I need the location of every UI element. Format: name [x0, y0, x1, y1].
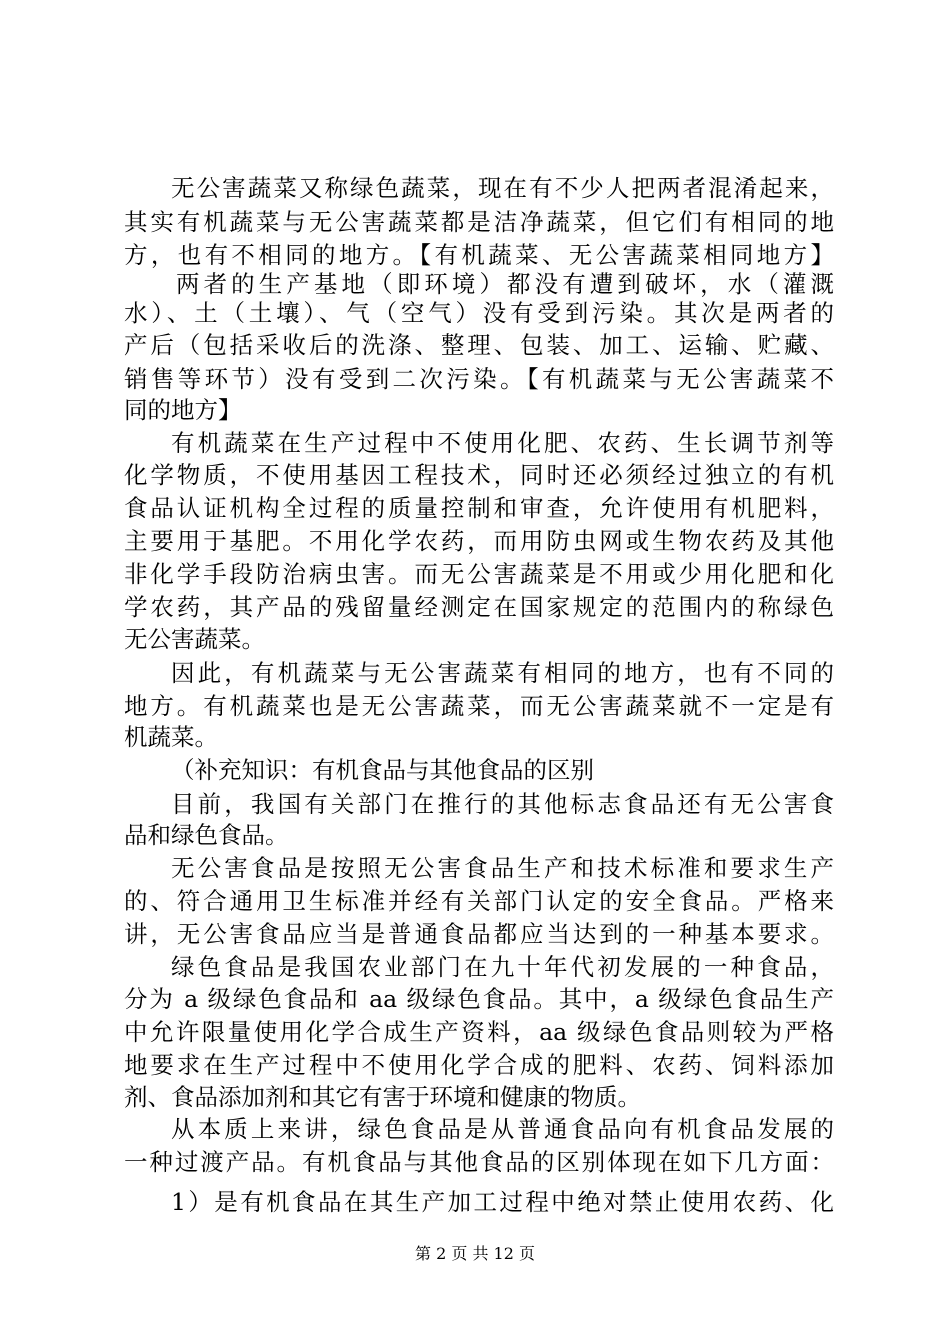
text-line: 机蔬菜。: [124, 723, 218, 751]
text-line: 分为 a 级绿色食品和 aa 级绿色食品。其中，a 级绿色食品生产: [124, 985, 834, 1013]
text-line: 无公害蔬菜。: [124, 625, 265, 653]
text-line: 地要求在生产过程中不使用化学合成的肥料、农药、饲料添加: [124, 1051, 834, 1079]
text-line: 方，也有不相同的地方。【有机蔬菜、无公害蔬菜相同地方】: [124, 241, 834, 269]
text-line: 产后（包括采收后的洗涤、整理、包装、加工、运输、贮藏、: [124, 331, 834, 359]
text-line: 剂、食品添加剂和其它有害于环境和健康的物质。: [124, 1083, 641, 1111]
text-line: 销售等环节）没有受到二次污染。【有机蔬菜与无公害蔬菜不: [124, 365, 834, 393]
text-line: 目前，我国有关部门在推行的其他标志食品还有无公害食: [171, 790, 834, 818]
text-line: （补充知识：有机食品与其他食品的区别: [171, 756, 594, 784]
text-line: 其实有机蔬菜与无公害蔬菜都是洁净蔬菜，但它们有相同的地: [124, 208, 834, 236]
text-line: 化学物质，不使用基因工程技术，同时还必须经过独立的有机: [124, 461, 834, 489]
text-line: 的、符合通用卫生标准并经有关部门认定的安全食品。严格来: [124, 887, 834, 915]
text-line: 学农药，其产品的残留量经测定在国家规定的范围内的称绿色: [124, 593, 834, 621]
text-line: 无公害蔬菜又称绿色蔬菜，现在有不少人把两者混淆起来，: [171, 174, 834, 202]
text-line: 有机蔬菜在生产过程中不使用化肥、农药、生长调节剂等: [171, 429, 834, 457]
text-line: 品和绿色食品。: [124, 821, 289, 849]
text-line: 水）、土（土壤）、气（空气）没有受到污染。其次是两者的: [124, 299, 834, 327]
text-line: 非化学手段防治病虫害。而无公害蔬菜是不用或少用化肥和化: [124, 560, 834, 588]
text-line: 地方。有机蔬菜也是无公害蔬菜，而无公害蔬菜就不一定是有: [124, 692, 834, 720]
text-line: 讲，无公害食品应当是普通食品都应当达到的一种基本要求。: [124, 920, 834, 948]
text-line: 从本质上来讲，绿色食品是从普通食品向有机食品发展的: [171, 1115, 834, 1143]
page-indicator: 第 2 页 共 12 页: [415, 1244, 535, 1263]
text-line: 中允许限量使用化学合成生产资料，aa 级绿色食品则较为严格: [124, 1018, 834, 1046]
text-line: 因此，有机蔬菜与无公害蔬菜有相同的地方，也有不同的: [171, 659, 834, 687]
text-line: 绿色食品是我国农业部门在九十年代初发展的一种食品，: [171, 953, 834, 981]
text-line: 无公害食品是按照无公害食品生产和技术标准和要求生产: [171, 854, 834, 882]
text-line: 一种过渡产品。有机食品与其他食品的区别体现在如下几方面：: [124, 1148, 834, 1176]
text-line: 食品认证机构全过程的质量控制和审查，允许使用有机肥料，: [124, 494, 834, 522]
text-line: 1）是有机食品在其生产加工过程中绝对禁止使用农药、化: [171, 1188, 834, 1216]
text-line: 同的地方】: [124, 396, 242, 424]
text-line: 主要用于基肥。不用化学农药，而用防虫网或生物农药及其他: [124, 527, 834, 555]
text-line: 两者的生产基地（即环境）都没有遭到破坏，水（灌溉: [176, 270, 834, 298]
